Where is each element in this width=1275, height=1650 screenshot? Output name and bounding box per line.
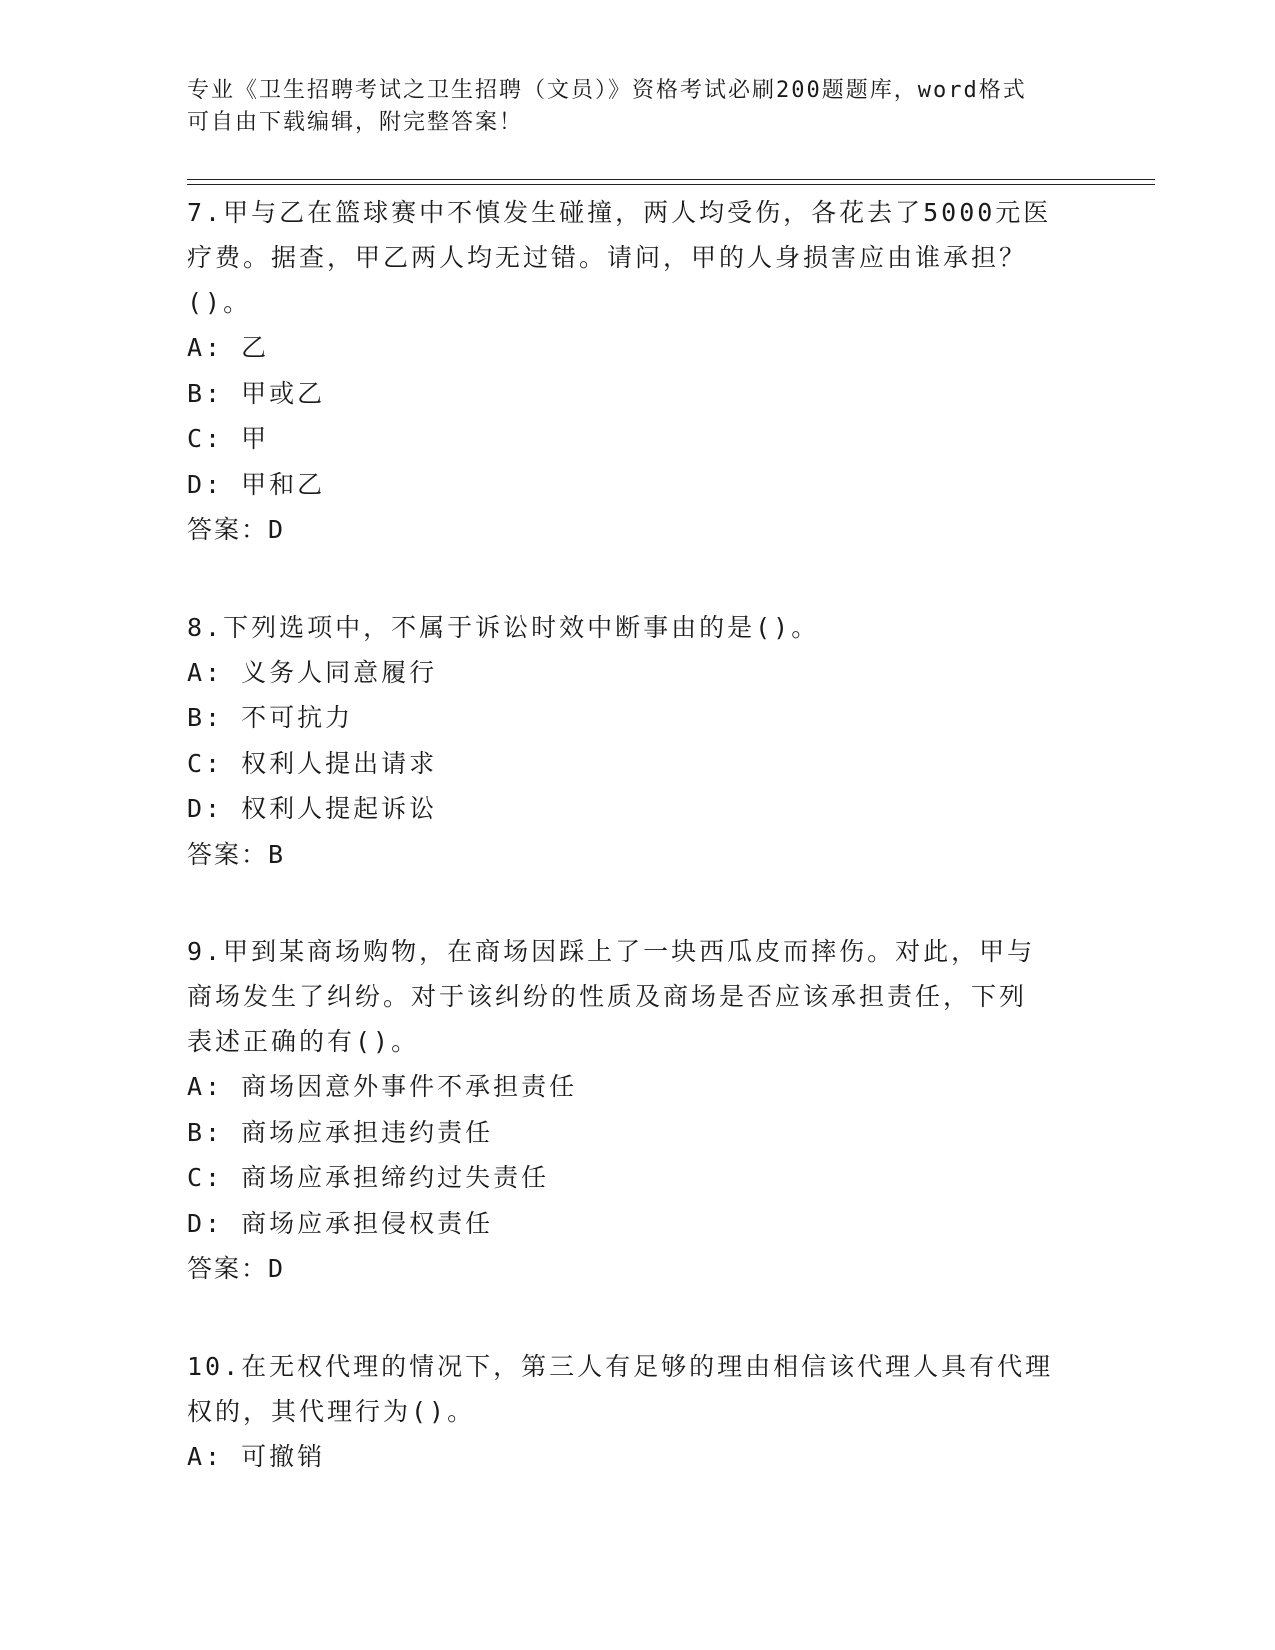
question-7: [187, 190, 1087, 553]
option-b: B: 不可抗力: [187, 703, 354, 732]
question-stem: [187, 605, 1087, 650]
option-d: D: 商场应承担侵权责任: [187, 1208, 494, 1238]
option-d: D: 甲和乙: [187, 469, 326, 499]
stem-line: 商场发生了纠纷。对于该纠纷的性质及商场是否应该承担责任，下列: [187, 982, 1028, 1011]
answer-line: 答案：D: [187, 1254, 286, 1283]
option-b: B: 商场应承担违约责任: [187, 1117, 494, 1147]
question-10: [187, 1344, 1087, 1480]
stem-line: 表述正确的有()。: [187, 1027, 420, 1056]
question-8: [187, 605, 1087, 878]
option-c: C: 权利人提出请求: [187, 748, 438, 778]
option-d: D: 权利人提起诉讼: [187, 794, 438, 823]
option-c: C: 甲: [187, 424, 270, 453]
question-stem: [187, 190, 1087, 325]
stem-line: ()。: [187, 288, 252, 317]
option-a: A: 可撤销: [187, 1441, 326, 1471]
option-c: C: 商场应承担缔约过失责任: [187, 1163, 550, 1192]
option-a: A: 商场因意外事件不承担责任: [187, 1072, 578, 1101]
stem-line: 疗费。据查，甲乙两人均无过错。请问，甲的人身损害应由谁承担？: [187, 243, 1028, 272]
option-a: A: 义务人同意履行: [187, 657, 438, 687]
header-line-2: 可自由下载编辑，附完整答案！: [187, 110, 524, 135]
question-9: [187, 929, 1087, 1292]
question-list: [187, 190, 1087, 1531]
answer-line: 答案：D: [187, 515, 286, 544]
question-stem: [187, 929, 1087, 1064]
document-header: [187, 75, 1087, 139]
answer-line: 答案：B: [187, 839, 286, 869]
header-divider-bottom: [187, 184, 1155, 185]
stem-line: 10.在无权代理的情况下，第三人有足够的理由相信该代理人具有代理: [187, 1351, 1054, 1381]
stem-line: 9.甲到某商场购物，在商场因踩上了一块西瓜皮而摔伤。对此，甲与: [187, 937, 1036, 966]
stem-line: 7.甲与乙在篮球赛中不慎发生碰撞，两人均受伤，各花去了5000元医: [187, 198, 1052, 227]
stem-line: 8.下列选项中，不属于诉讼时效中断事由的是()。: [187, 612, 820, 642]
stem-line: 权的，其代理行为()。: [187, 1396, 476, 1426]
question-stem: [187, 1344, 1087, 1434]
header-line-1: 专业《卫生招聘考试之卫生招聘（文员）》资格考试必刷200题题库，word格式: [187, 78, 1027, 103]
header-divider-top: [187, 179, 1155, 180]
option-a: A: 乙: [187, 333, 270, 362]
option-b: B: 甲或乙: [187, 378, 326, 408]
